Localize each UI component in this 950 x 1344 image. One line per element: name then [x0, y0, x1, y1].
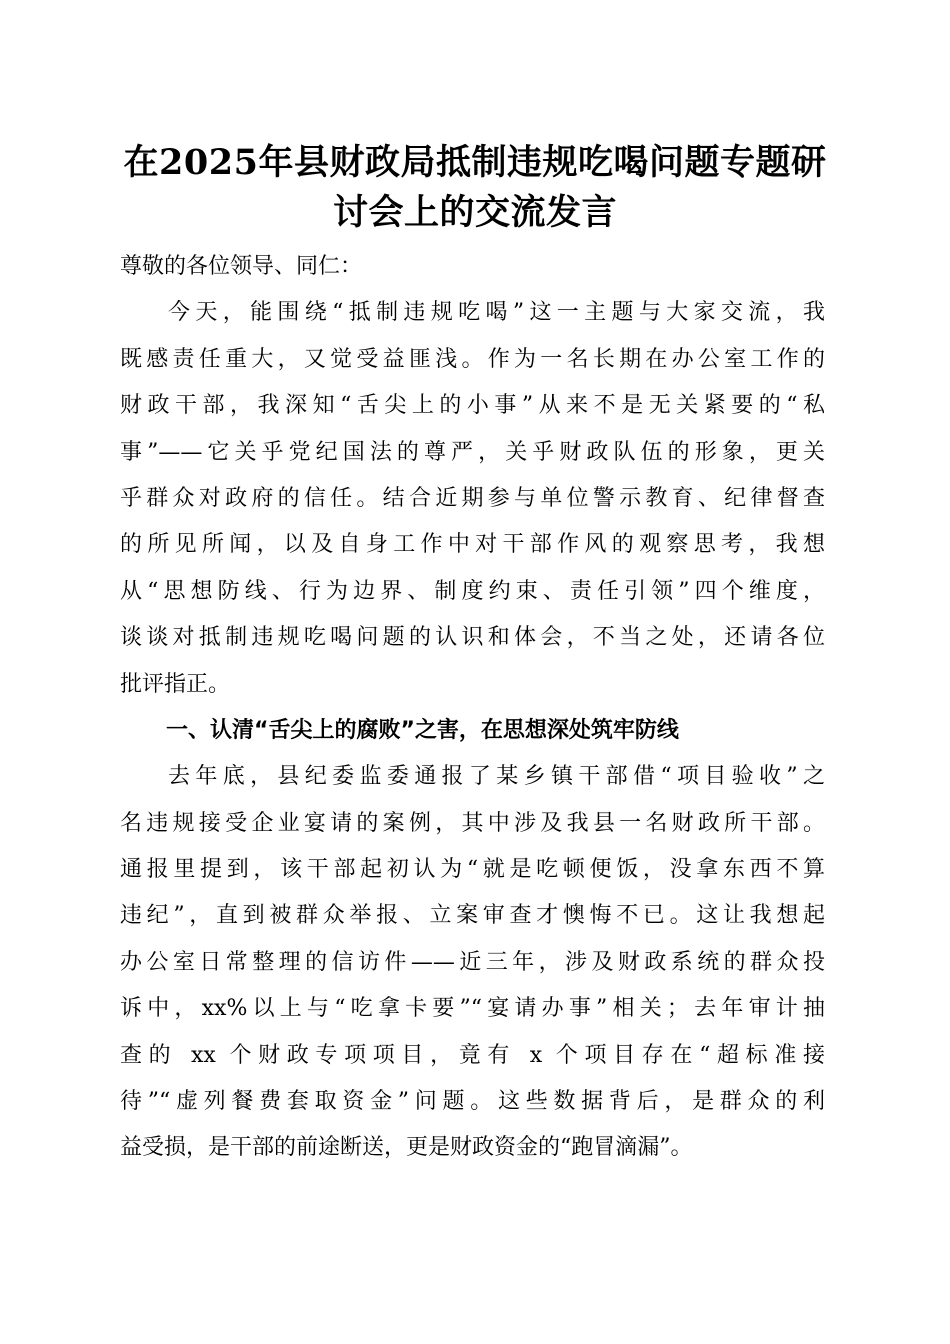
- title-line: 在2025年县财政局抵制违规吃喝问题专题研: [123, 142, 827, 183]
- paragraph-line: 查的 xx 个财政专项项目，竟有 x 个项目存在“超标准接: [120, 1042, 825, 1068]
- section1-paragraph: [120, 754, 825, 1172]
- paragraph-line: 去年底，县纪委监委通报了某乡镇干部借“项目验收”之: [168, 764, 825, 790]
- paragraph-line: 事”——它关乎党纪国法的尊严，关乎财政队伍的形象，更关: [120, 439, 825, 465]
- paragraph-line: 名违规接受企业宴请的案例，其中涉及我县一名财政所干部。: [120, 810, 825, 836]
- intro-paragraph: [120, 290, 825, 708]
- document-body: [120, 244, 825, 1172]
- paragraph-line: 谈谈对抵制违规吃喝问题的认识和体会，不当之处，还请各位: [120, 625, 825, 651]
- paragraph-line: 从“思想防线、行为边界、制度约束、责任引领”四个维度，: [120, 578, 825, 604]
- salutation: 尊敬的各位领导、同仁：: [120, 254, 363, 279]
- section-heading: 一、认清“舌尖上的腐败”之害，在思想深处筑牢防线: [166, 717, 679, 743]
- document-title: [100, 138, 850, 238]
- paragraph-line: 益受损，是干部的前途断送，更是财政资金的“跑冒滴漏”。: [120, 1135, 693, 1161]
- paragraph-line: 诉中，xx%以上与“吃拿卡要”“宴请办事”相关；去年审计抽: [120, 996, 825, 1022]
- paragraph-line: 办公室日常整理的信访件——近三年，涉及财政系统的群众投: [120, 949, 825, 975]
- paragraph-line: 待”“虚列餐费套取资金”问题。这些数据背后，是群众的利: [120, 1089, 825, 1115]
- paragraph-line: 既感责任重大，又觉受益匪浅。作为一名长期在办公室工作的: [120, 346, 825, 372]
- paragraph-line: 批评指正。: [120, 671, 231, 697]
- paragraph-line: 今天，能围绕“抵制违规吃喝”这一主题与大家交流，我: [168, 300, 825, 326]
- paragraph-line: 通报里提到，该干部起初认为“就是吃顿便饭，没拿东西不算: [120, 857, 825, 883]
- paragraph-line: 财政干部，我深知“舌尖上的小事”从来不是无关紧要的“私: [120, 393, 825, 419]
- title-line: 讨会上的交流发言: [332, 192, 617, 233]
- paragraph-line: 的所见所闻，以及自身工作中对干部作风的观察思考，我想: [120, 532, 825, 558]
- paragraph-line: 违纪”，直到被群众举报、立案审查才懊悔不已。这让我想起: [120, 903, 825, 929]
- paragraph-line: 乎群众对政府的信任。结合近期参与单位警示教育、纪律督查: [120, 485, 825, 511]
